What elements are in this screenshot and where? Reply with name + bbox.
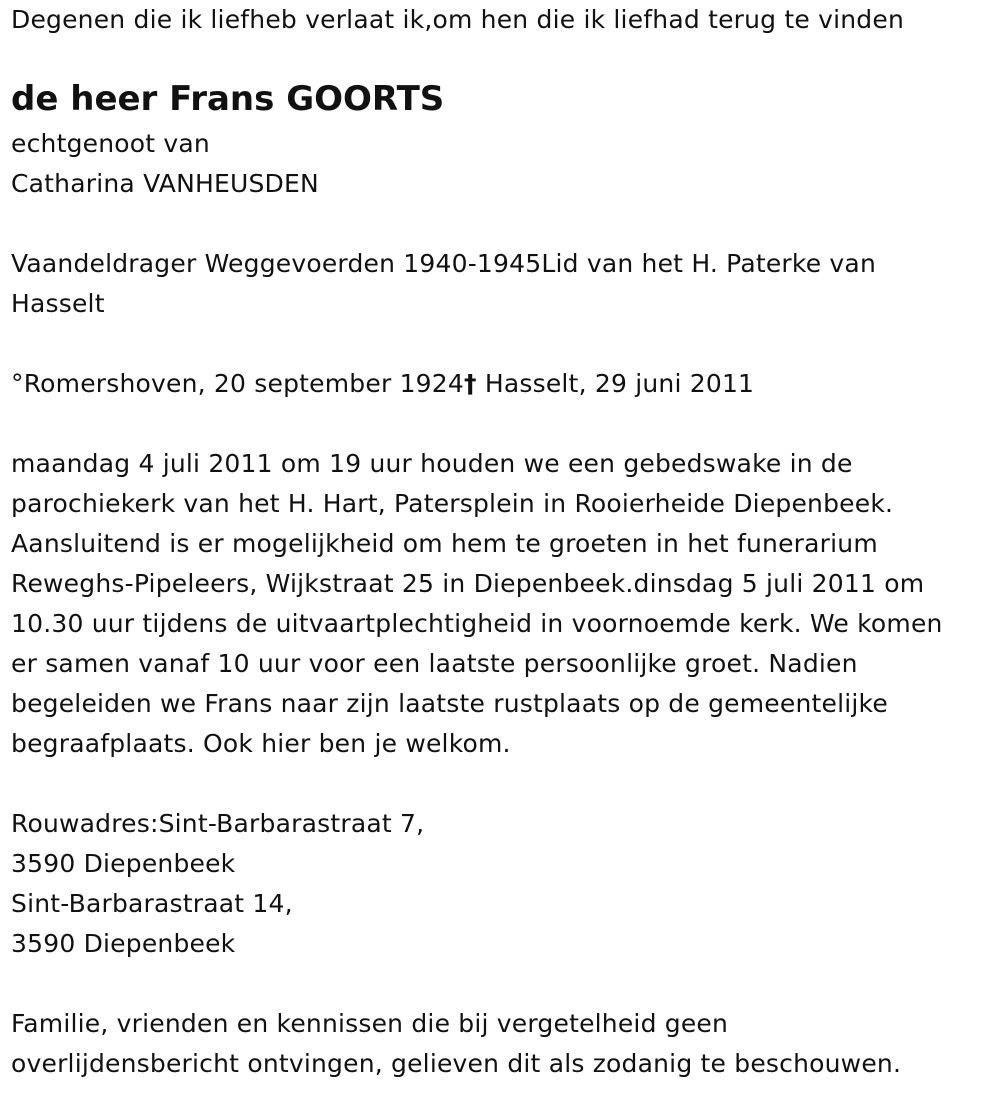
closing-line: overlijdensbericht ontvingen, gelieven dit als zodanig te beschouwen. — [11, 1049, 902, 1078]
ceremony-line: parochiekerk van het H. Hart, Patersplein in Rooierheide Diepenbeek. — [11, 489, 894, 518]
spouse-name: Catharina VANHEUSDEN — [11, 169, 319, 198]
death-info: Hasselt, 29 juni 2011 — [476, 369, 755, 398]
obituary-document — [11, 0, 996, 1084]
spacer — [11, 204, 996, 244]
ceremony-line: Reweghs-Pipeleers, Wijkstraat 25 in Diepenbeek.dinsdag 5 juli 2011 om — [11, 569, 925, 598]
life-dates — [11, 364, 996, 404]
ceremony-line: begeleiden we Frans naar zijn laatste rustplaats op de gemeentelijke — [11, 689, 888, 718]
ceremony-line: maandag 4 juli 2011 om 19 uur houden we een gebedswake in de — [11, 449, 853, 478]
birth-info: °Romershoven, 20 september 1924 — [11, 369, 465, 398]
address-line: 3590 Diepenbeek — [11, 929, 236, 958]
spacer — [11, 964, 996, 1004]
spacer — [11, 324, 996, 364]
ceremony-line: Aansluitend is er mogelijkheid om hem te groeten in het funerarium — [11, 529, 878, 558]
ceremony-paragraph — [11, 444, 996, 764]
roles-line-2: Hasselt — [11, 289, 105, 318]
spacer — [11, 764, 996, 804]
address-line: Sint-Barbarastraat 14, — [11, 889, 293, 918]
deceased-name: de heer Frans GOORTS — [11, 79, 445, 119]
ceremony-line: er samen vanaf 10 uur voor een laatste persoonlijke groet. Nadien — [11, 649, 858, 678]
motto: Degenen die ik liefheb verlaat ik,om hen die ik liefhad terug te vinden — [11, 5, 904, 34]
spacer — [11, 404, 996, 444]
address-line: 3590 Diepenbeek — [11, 849, 236, 878]
cross-icon: † — [464, 369, 477, 398]
ceremony-line: 10.30 uur tijdens de uitvaartplechtigheid in voornoemde kerk. We komen — [11, 609, 943, 638]
closing-paragraph — [11, 1004, 996, 1084]
spouse-label: echtgenoot van — [11, 129, 210, 158]
roles-line-1: Vaandeldrager Weggevoerden 1940-1945Lid van het H. Paterke van — [11, 249, 876, 278]
address-line: Rouwadres:Sint-Barbarastraat 7, — [11, 809, 425, 838]
closing-line: Familie, vrienden en kennissen die bij vergetelheid geen — [11, 1009, 729, 1038]
ceremony-line: begraafplaats. Ook hier ben je welkom. — [11, 729, 511, 758]
address-block — [11, 804, 996, 964]
